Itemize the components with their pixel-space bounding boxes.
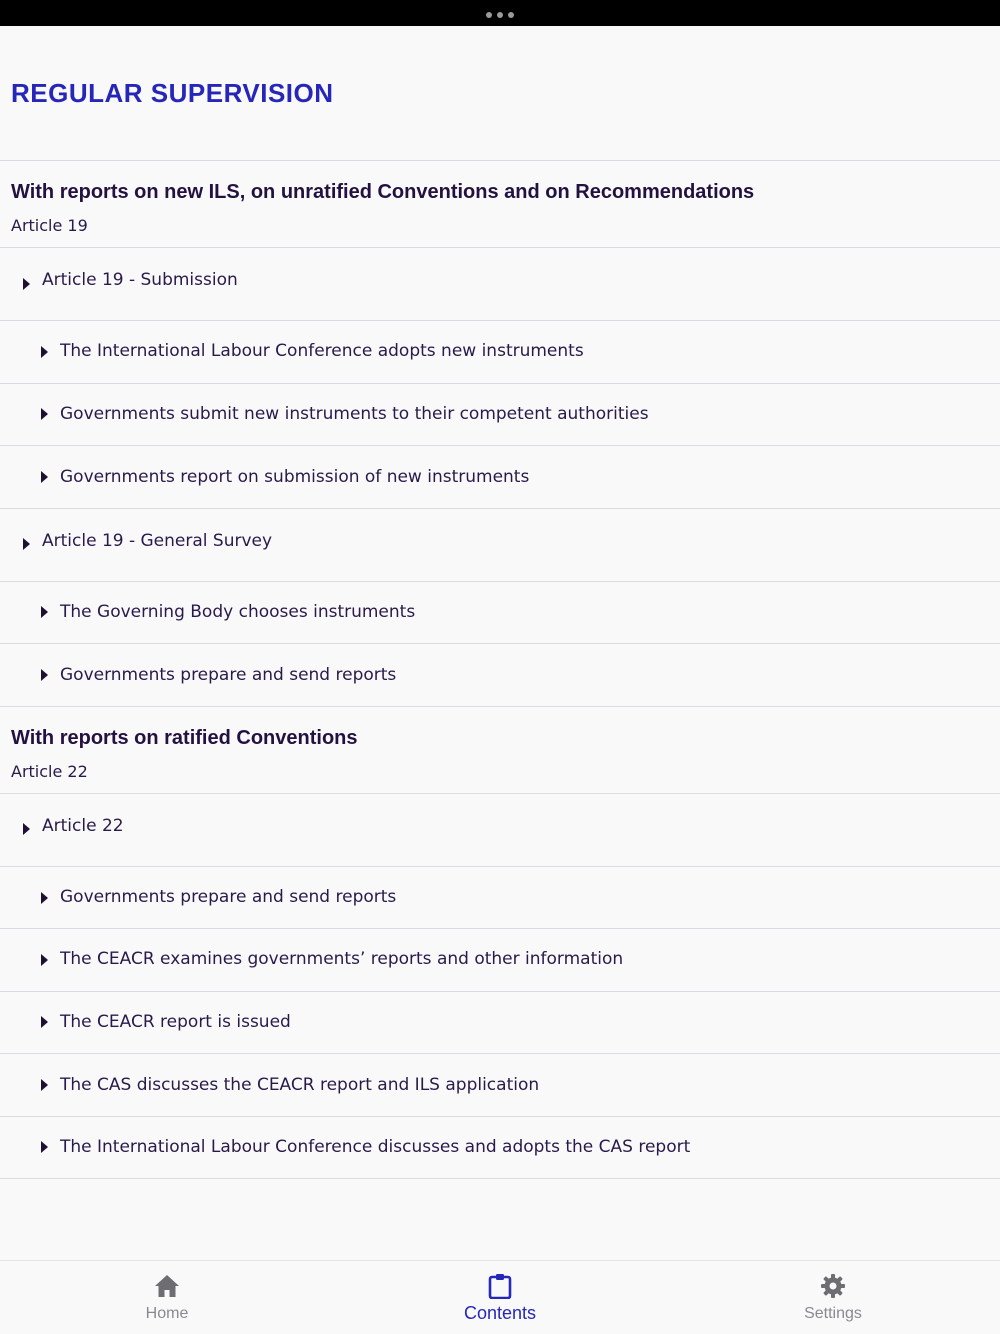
- caret-right-icon: [23, 823, 30, 835]
- caret-right-icon: [41, 954, 48, 966]
- tab-settings-label: Settings: [804, 1305, 862, 1322]
- caret-right-icon: [23, 278, 30, 290]
- caret-right-icon: [41, 346, 48, 358]
- section-subheading-1: Article 19: [11, 216, 88, 235]
- list-item-label: Governments prepare and send reports: [60, 887, 397, 907]
- list-item[interactable]: [0, 384, 1000, 445]
- list-item-label: The Governing Body chooses instruments: [60, 602, 416, 622]
- list-item[interactable]: [0, 446, 1000, 508]
- section-heading-2: With reports on ratified Conventions: [11, 727, 358, 749]
- list-item[interactable]: [0, 582, 1000, 643]
- divider: [0, 160, 1000, 161]
- caret-right-icon: [41, 1141, 48, 1153]
- tab-home-label: Home: [145, 1305, 189, 1322]
- page-title: REGULAR SUPERVISION: [11, 78, 334, 108]
- caret-right-icon: [41, 408, 48, 420]
- group-article-19-general-survey[interactable]: [0, 509, 1000, 581]
- caret-right-icon: [41, 1079, 48, 1091]
- list-item[interactable]: [0, 1054, 1000, 1116]
- list-item-label: Governments report on submission of new instruments: [60, 467, 530, 487]
- list-item[interactable]: [0, 1117, 1000, 1178]
- tab-home[interactable]: [67, 1261, 267, 1334]
- caret-right-icon: [41, 1016, 48, 1028]
- list-item-label: Governments submit new instruments to their competent authorities: [60, 404, 649, 424]
- list-item-label: Governments prepare and send reports: [60, 665, 397, 685]
- section-heading-1: With reports on new ILS, on unratified Conventions and on Recommendations: [11, 181, 755, 203]
- status-bar: [0, 0, 1000, 26]
- list-item-label: The CEACR report is issued: [60, 1012, 291, 1032]
- gear-icon: [820, 1273, 846, 1299]
- caret-right-icon: [41, 606, 48, 618]
- caret-right-icon: [41, 669, 48, 681]
- tab-contents[interactable]: [400, 1261, 600, 1334]
- group-label: Article 19 - General Survey: [42, 531, 273, 551]
- list-item[interactable]: [0, 321, 1000, 383]
- group-label: Article 22: [42, 816, 124, 836]
- tab-bar: [0, 1260, 1000, 1334]
- tab-contents-label: Contents: [463, 1303, 537, 1323]
- home-icon: [154, 1273, 180, 1299]
- caret-right-icon: [23, 538, 30, 550]
- divider: [0, 706, 1000, 707]
- caret-right-icon: [41, 471, 48, 483]
- multitasking-dots-icon[interactable]: [486, 12, 516, 18]
- group-article-19-submission[interactable]: [0, 248, 1000, 320]
- list-item-label: The CAS discusses the CEACR report and ILS application: [60, 1075, 540, 1095]
- section-subheading-2: Article 22: [11, 762, 88, 781]
- group-article-22[interactable]: [0, 794, 1000, 866]
- divider: [0, 1178, 1000, 1179]
- list-item[interactable]: [0, 929, 1000, 991]
- caret-right-icon: [41, 892, 48, 904]
- list-item-label: The International Labour Conference adopts new instruments: [60, 341, 584, 361]
- tab-settings[interactable]: [733, 1261, 933, 1334]
- list-item-label: The CEACR examines governments’ reports and other information: [60, 949, 624, 969]
- group-label: Article 19 - Submission: [42, 270, 238, 290]
- list-item-label: The International Labour Conference discusses and adopts the CAS report: [60, 1137, 691, 1157]
- list-item[interactable]: [0, 644, 1000, 706]
- list-item[interactable]: [0, 867, 1000, 928]
- clipboard-icon: [487, 1273, 513, 1299]
- list-item[interactable]: [0, 992, 1000, 1053]
